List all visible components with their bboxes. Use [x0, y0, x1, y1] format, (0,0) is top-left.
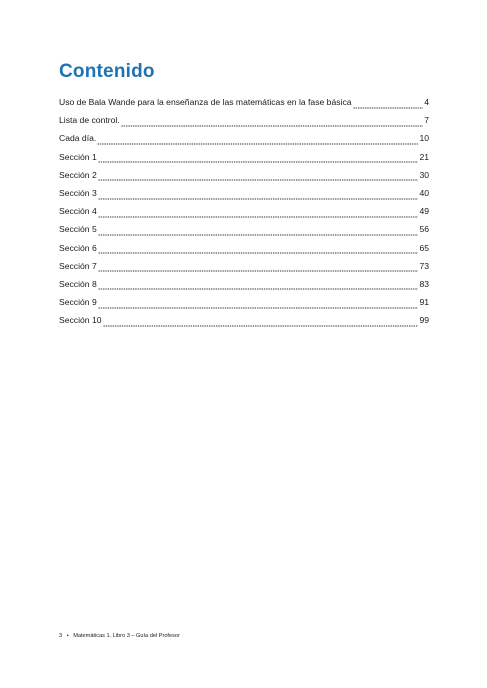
page-title: Contenido [59, 61, 155, 82]
toc-entry-page: 65 [419, 242, 429, 253]
toc-entry-page: 40 [419, 187, 429, 198]
toc-entry[interactable] [59, 273, 429, 291]
dot-leader [98, 207, 419, 218]
toc-entry-label: Lista de control. [59, 115, 120, 126]
toc-entry-label: Sección 8 [59, 278, 97, 289]
toc-entry-label: Sección 9 [59, 297, 97, 308]
toc-entry-page: 56 [419, 224, 429, 235]
dot-leader [98, 280, 419, 291]
toc-entry[interactable] [59, 127, 429, 145]
toc-entry-label: Uso de Bala Wande para la enseñanza de las matemáticas en la fase básica [59, 97, 352, 107]
toc-entry-label: Sección 10 [59, 315, 102, 326]
toc-entry-page: 21 [419, 151, 429, 162]
toc-entry-page: 83 [419, 278, 429, 289]
table-of-contents [59, 92, 429, 327]
toc-entry[interactable] [59, 109, 429, 127]
toc-entry[interactable] [59, 309, 429, 327]
dot-leader [121, 116, 424, 127]
toc-entry-page: 4 [424, 97, 429, 107]
toc-entry-label: Sección 5 [59, 224, 97, 235]
toc-entry[interactable] [59, 236, 429, 254]
toc-entry[interactable] [59, 291, 429, 309]
toc-entry-label: Sección 7 [59, 260, 97, 271]
toc-entry[interactable] [59, 92, 429, 109]
dot-leader [98, 153, 419, 164]
dot-leader [353, 98, 424, 109]
toc-entry-page: 7 [424, 115, 429, 126]
toc-entry-label: Sección 2 [59, 169, 97, 180]
toc-entry[interactable] [59, 145, 429, 163]
toc-entry[interactable] [59, 218, 429, 236]
toc-entry-page: 30 [419, 169, 429, 180]
toc-entry-label: Sección 3 [59, 187, 97, 198]
toc-entry-label: Sección 4 [59, 206, 97, 217]
dot-leader [98, 171, 419, 182]
toc-entry-page: 10 [419, 133, 429, 144]
toc-entry-page: 99 [419, 315, 429, 326]
dot-leader [103, 316, 419, 327]
toc-entry-page: 49 [419, 206, 429, 217]
dot-leader [98, 225, 419, 236]
toc-entry-label: Sección 1 [59, 151, 97, 162]
footer-page-number: 3 [59, 633, 63, 639]
dot-leader [97, 134, 418, 145]
dot-leader [98, 189, 419, 200]
dot-leader [98, 298, 419, 309]
toc-entry[interactable] [59, 182, 429, 200]
toc-entry[interactable] [59, 200, 429, 218]
page-footer [59, 632, 180, 640]
dot-leader [98, 262, 419, 273]
toc-entry-label: Cada día. [59, 133, 97, 144]
footer-text: Matemáticas 1. Libro 3 – Guía del Profesor [73, 633, 180, 639]
toc-entry[interactable] [59, 255, 429, 273]
toc-entry-page: 73 [419, 260, 429, 271]
toc-entry[interactable] [59, 164, 429, 182]
toc-entry-label: Sección 6 [59, 242, 97, 253]
footer-bullet: • [66, 633, 69, 639]
dot-leader [98, 244, 419, 255]
toc-entry-page: 91 [419, 297, 429, 308]
